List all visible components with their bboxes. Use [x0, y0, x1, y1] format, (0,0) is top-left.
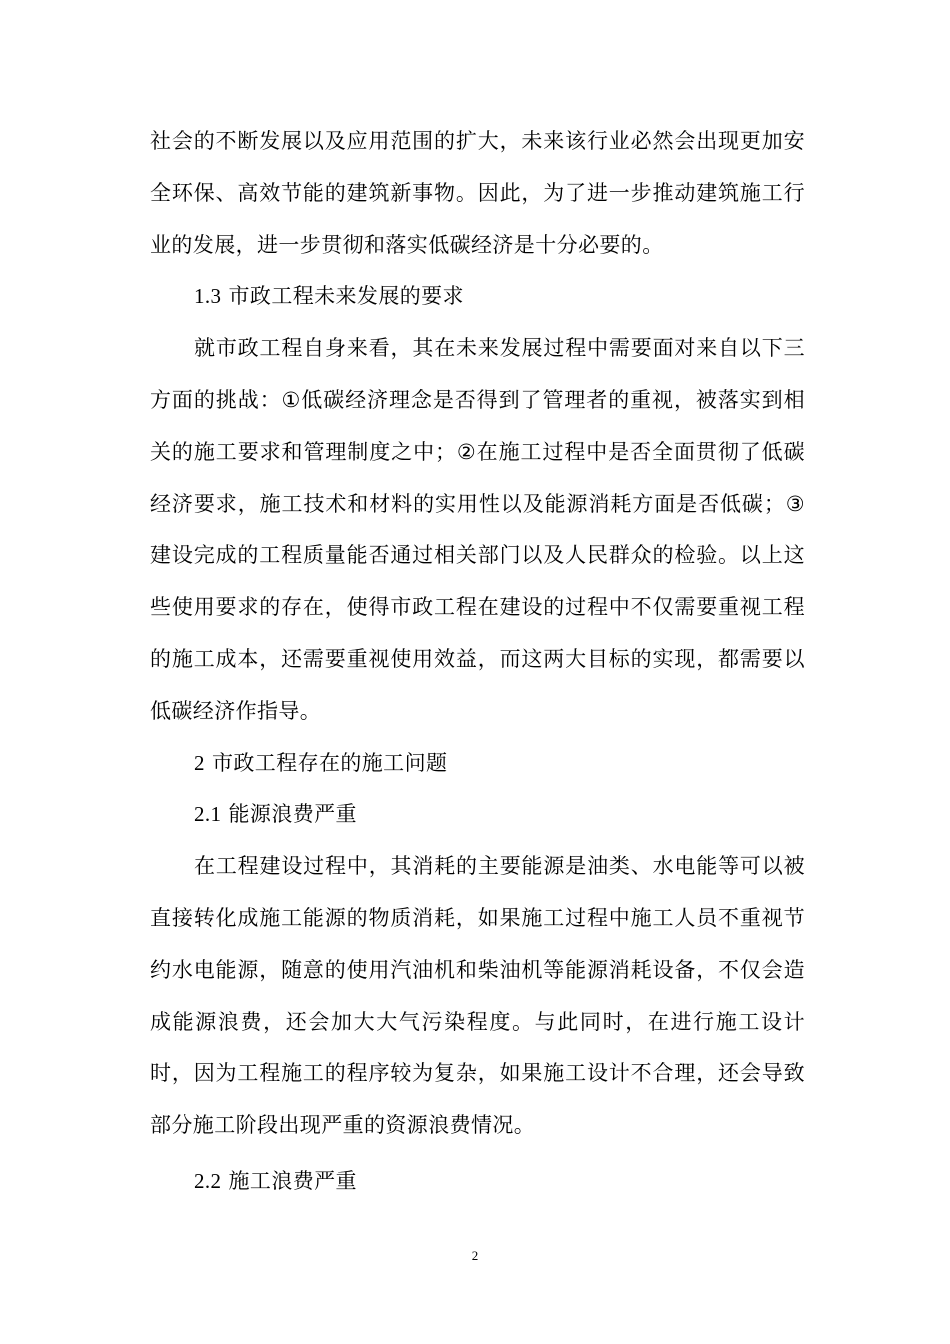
- section-heading-2-1: [150, 789, 805, 841]
- document-body: [150, 116, 805, 1208]
- section-number: 2.1: [194, 802, 222, 827]
- section-number: 2.2: [194, 1168, 222, 1193]
- section-heading-2-2: [150, 1156, 805, 1208]
- section-number: 1.3: [194, 284, 222, 309]
- section-title: 能源浪费严重: [228, 802, 357, 827]
- section-title: 施工浪费严重: [228, 1168, 357, 1193]
- section-title: 市政工程未来发展的要求: [228, 284, 464, 309]
- section-title: 市政工程存在的施工问题: [211, 750, 448, 775]
- page-number: 2: [471, 1248, 479, 1263]
- body-paragraph: 社会的不断发展以及应用范围的扩大，未来该行业必然会出现更加安全环保、高效节能的建筑新事物。因此，为了进一步推动建筑施工行业的发展，进一步贯彻和落实低碳经济是十分必要的。: [150, 129, 805, 257]
- body-paragraph: 在工程建设过程中，其消耗的主要能源是油类、水电能等可以被直接转化成施工能源的物质消耗，如果施工过程中施工人员不重视节约水电能源，随意的使用汽油机和柴油机等能源消耗设备，不仅会造成能源浪费，还会加大大气污染程度。与此同时，在进行施工设计时，因为工程施工的程序较为复杂，如果施工设计不合理，还会导致部分施工阶段出现严重的资源浪费情况。: [150, 854, 805, 1138]
- section-number: 2: [194, 750, 205, 775]
- section-heading-2: [150, 738, 805, 790]
- section-heading-1-3: [150, 271, 805, 323]
- body-paragraph: 就市政工程自身来看，其在未来发展过程中需要面对来自以下三方面的挑战：①低碳经济理念是否得到了管理者的重视，被落实到相关的施工要求和管理制度之中；②在施工过程中是否全面贯彻了低碳经济要求，施工技术和材料的实用性以及能源消耗方面是否低碳；③建设完成的工程质量能否通过相关部门以及人民群众的检验。以上这些使用要求的存在，使得市政工程在建设的过程中不仅需要重视工程的施工成本，还需要重视使用效益，而这两大目标的实现，都需要以低碳经济作指导。: [150, 336, 805, 723]
